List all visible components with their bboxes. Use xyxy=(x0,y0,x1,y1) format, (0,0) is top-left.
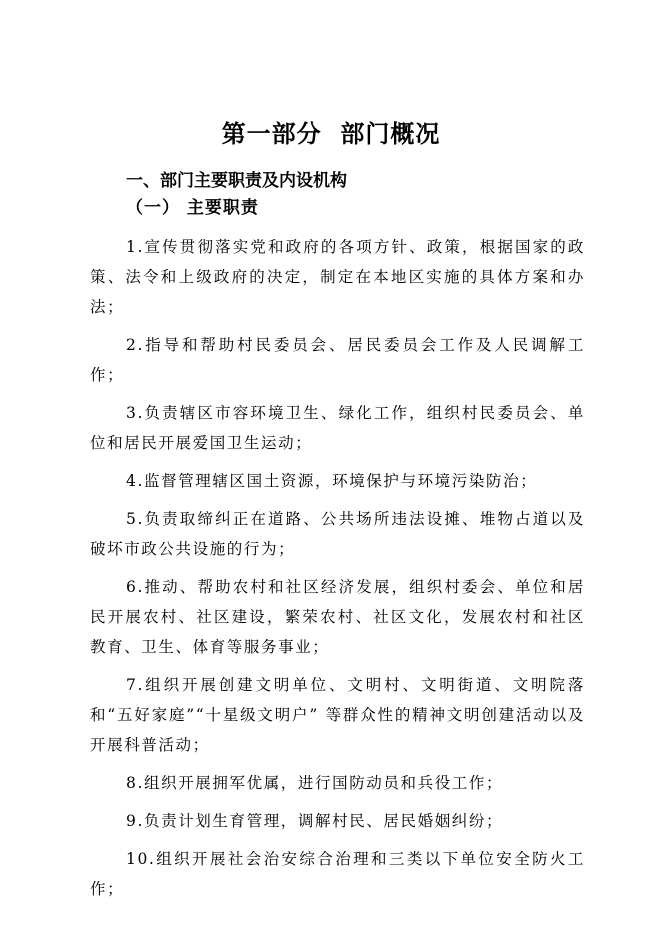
duty-item-7: 7.组织开展创建文明单位、文明村、文明街道、文明院落和“五好家庭”“十星级文明户” 等群众性的精神文明创建活动以及开展科普活动； xyxy=(90,676,585,754)
duty-item-4: 4.监督管理辖区国土资源，环境保护与环境污染防治； xyxy=(126,472,538,490)
section-heading: 一、部门主要职责及内设机构 xyxy=(126,171,347,191)
duty-item-1: 1.宣传贯彻落实党和政府的各项方针、政策，根据国家的政策、法令和上级政府的决定，制定在本地区实施的具体方案和办法； xyxy=(90,238,585,316)
duty-item-9: 9.负责计划生育管理，调解村民、居民婚姻纠纷； xyxy=(126,812,504,830)
subsection-heading: （一） 主要职责 xyxy=(126,198,259,218)
duties-list xyxy=(90,232,585,912)
duty-item-6: 6.推动、帮助农村和社区经济发展，组织村委会、单位和居民开展农村、社区建设，繁荣农村、社区文化，发展农村和社区教育、卫生、体育等服务事业； xyxy=(90,578,585,656)
duty-item-3: 3.负责辖区市容环境卫生、绿化工作，组织村民委员会、单位和居民开展爱国卫生运动； xyxy=(90,404,585,452)
duty-item-5: 5.负责取缔纠正在道路、公共场所违法设摊、堆物占道以及破坏市政公共设施的行为； xyxy=(90,510,585,558)
duty-item-10: 10.组织开展社会治安综合治理和三类以下单位安全防火工作； xyxy=(90,850,585,898)
duty-item-8: 8.组织开展拥军优属，进行国防动员和兵役工作； xyxy=(126,774,504,792)
duty-item-2: 2.指导和帮助村民委员会、居民委员会工作及人民调解工作； xyxy=(90,336,585,384)
page-title: 第一部分 部门概况 xyxy=(221,120,441,148)
